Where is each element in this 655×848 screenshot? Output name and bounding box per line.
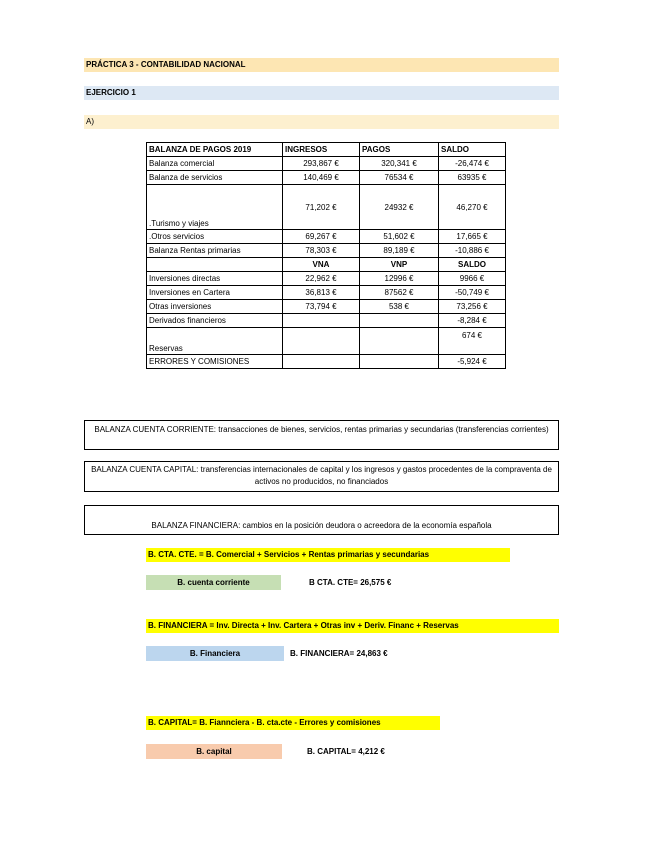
table-row [147, 185, 506, 230]
table-cell: 320,341 € [360, 157, 439, 171]
table-cell: 22,962 € [283, 272, 360, 286]
table-cell [283, 355, 360, 369]
table-cell: 46,270 € [439, 185, 506, 230]
table-cell [283, 314, 360, 328]
table-cell: .Turismo y viajes [147, 185, 283, 230]
table-cell: Reservas [147, 328, 283, 355]
balance-of-payments-table [146, 142, 506, 369]
table-cell: 538 € [360, 300, 439, 314]
table-cell: 89,189 € [360, 244, 439, 258]
cuenta-corriente-label: B. cuenta corriente [146, 575, 281, 590]
table-cell: 76534 € [360, 171, 439, 185]
table-cell: Otras inversiones [147, 300, 283, 314]
table-row [147, 328, 506, 355]
table-row [147, 314, 506, 328]
table-cell: Inversiones directas [147, 272, 283, 286]
table-cell: Inversiones en Cartera [147, 286, 283, 300]
formula-capital: B. CAPITAL= B. Fiannciera - B. cta.cte - Errores y comisiones [146, 716, 440, 730]
table-cell: -5,924 € [439, 355, 506, 369]
table-cell: 73,794 € [283, 300, 360, 314]
table-cell: Balanza de servicios [147, 171, 283, 185]
table-row [147, 230, 506, 244]
table-cell: Balanza Rentas primarias [147, 244, 283, 258]
column-header: PAGOS [360, 143, 439, 157]
table-cell: 69,267 € [283, 230, 360, 244]
table-row [147, 300, 506, 314]
table-cell: 24932 € [360, 185, 439, 230]
definition-cuenta-corriente: BALANZA CUENTA CORRIENTE: transacciones de bienes, servicios, rentas primarias y secundarias (transferencias corrientes) [84, 420, 559, 450]
table-cell: 51,602 € [360, 230, 439, 244]
table-cell: 17,665 € [439, 230, 506, 244]
table-cell [360, 328, 439, 355]
column-header [147, 258, 283, 272]
table-cell: Derivados financieros [147, 314, 283, 328]
table-row [147, 272, 506, 286]
table-cell: 73,256 € [439, 300, 506, 314]
table-row [147, 157, 506, 171]
table-cell: 140,469 € [283, 171, 360, 185]
table-cell: .Otros servicios [147, 230, 283, 244]
capital-value: B. CAPITAL= 4,212 € [307, 747, 385, 756]
table-subheader-row [147, 258, 506, 272]
table-row [147, 286, 506, 300]
table-cell: 78,303 € [283, 244, 360, 258]
table-cell: 293,867 € [283, 157, 360, 171]
column-header: VNA [283, 258, 360, 272]
table-cell: Balanza comercial [147, 157, 283, 171]
table-cell: -26,474 € [439, 157, 506, 171]
financiera-label: B. Financiera [146, 646, 284, 661]
column-header: SALDO [439, 258, 506, 272]
column-header: VNP [360, 258, 439, 272]
practice-title: PRÁCTICA 3 - CONTABILIDAD NACIONAL [84, 58, 559, 72]
formula-financiera: B. FINANCIERA = Inv. Directa + Inv. Cartera + Otras inv + Deriv. Financ + Reservas [146, 619, 559, 633]
capital-label: B. capital [146, 744, 282, 759]
table-cell: -10,886 € [439, 244, 506, 258]
definition-financiera: BALANZA FINANCIERA: cambios en la posición deudora o acreedora de la economía española [84, 505, 559, 535]
section-label: A) [84, 115, 559, 129]
table-header-row [147, 143, 506, 157]
table-cell [360, 314, 439, 328]
column-header: BALANZA DE PAGOS 2019 [147, 143, 283, 157]
formula-cuenta-corriente: B. CTA. CTE. = B. Comercial + Servicios + Rentas primarias y secundarias [146, 548, 510, 562]
table-cell [283, 328, 360, 355]
table-cell: 63935 € [439, 171, 506, 185]
exercise-title: EJERCICIO 1 [84, 86, 559, 100]
table-cell: ERRORES Y COMISIONES [147, 355, 283, 369]
table-row [147, 244, 506, 258]
table-cell [360, 355, 439, 369]
table-cell: 71,202 € [283, 185, 360, 230]
financiera-value: B. FINANCIERA= 24,863 € [290, 649, 388, 658]
table-cell: 674 € [439, 328, 506, 355]
table-row [147, 171, 506, 185]
table-cell: 36,813 € [283, 286, 360, 300]
table-cell: -50,749 € [439, 286, 506, 300]
column-header: SALDO [439, 143, 506, 157]
table-cell: 87562 € [360, 286, 439, 300]
table-row [147, 355, 506, 369]
column-header: INGRESOS [283, 143, 360, 157]
table-cell: 12996 € [360, 272, 439, 286]
cuenta-corriente-value: B CTA. CTE= 26,575 € [309, 578, 392, 587]
definition-cuenta-capital: BALANZA CUENTA CAPITAL: transferencias internacionales de capital y los ingresos y gastos procedentes de la compraventa de activos no producidos, no financiados [84, 461, 559, 492]
table-cell: 9966 € [439, 272, 506, 286]
table-cell: -8,284 € [439, 314, 506, 328]
